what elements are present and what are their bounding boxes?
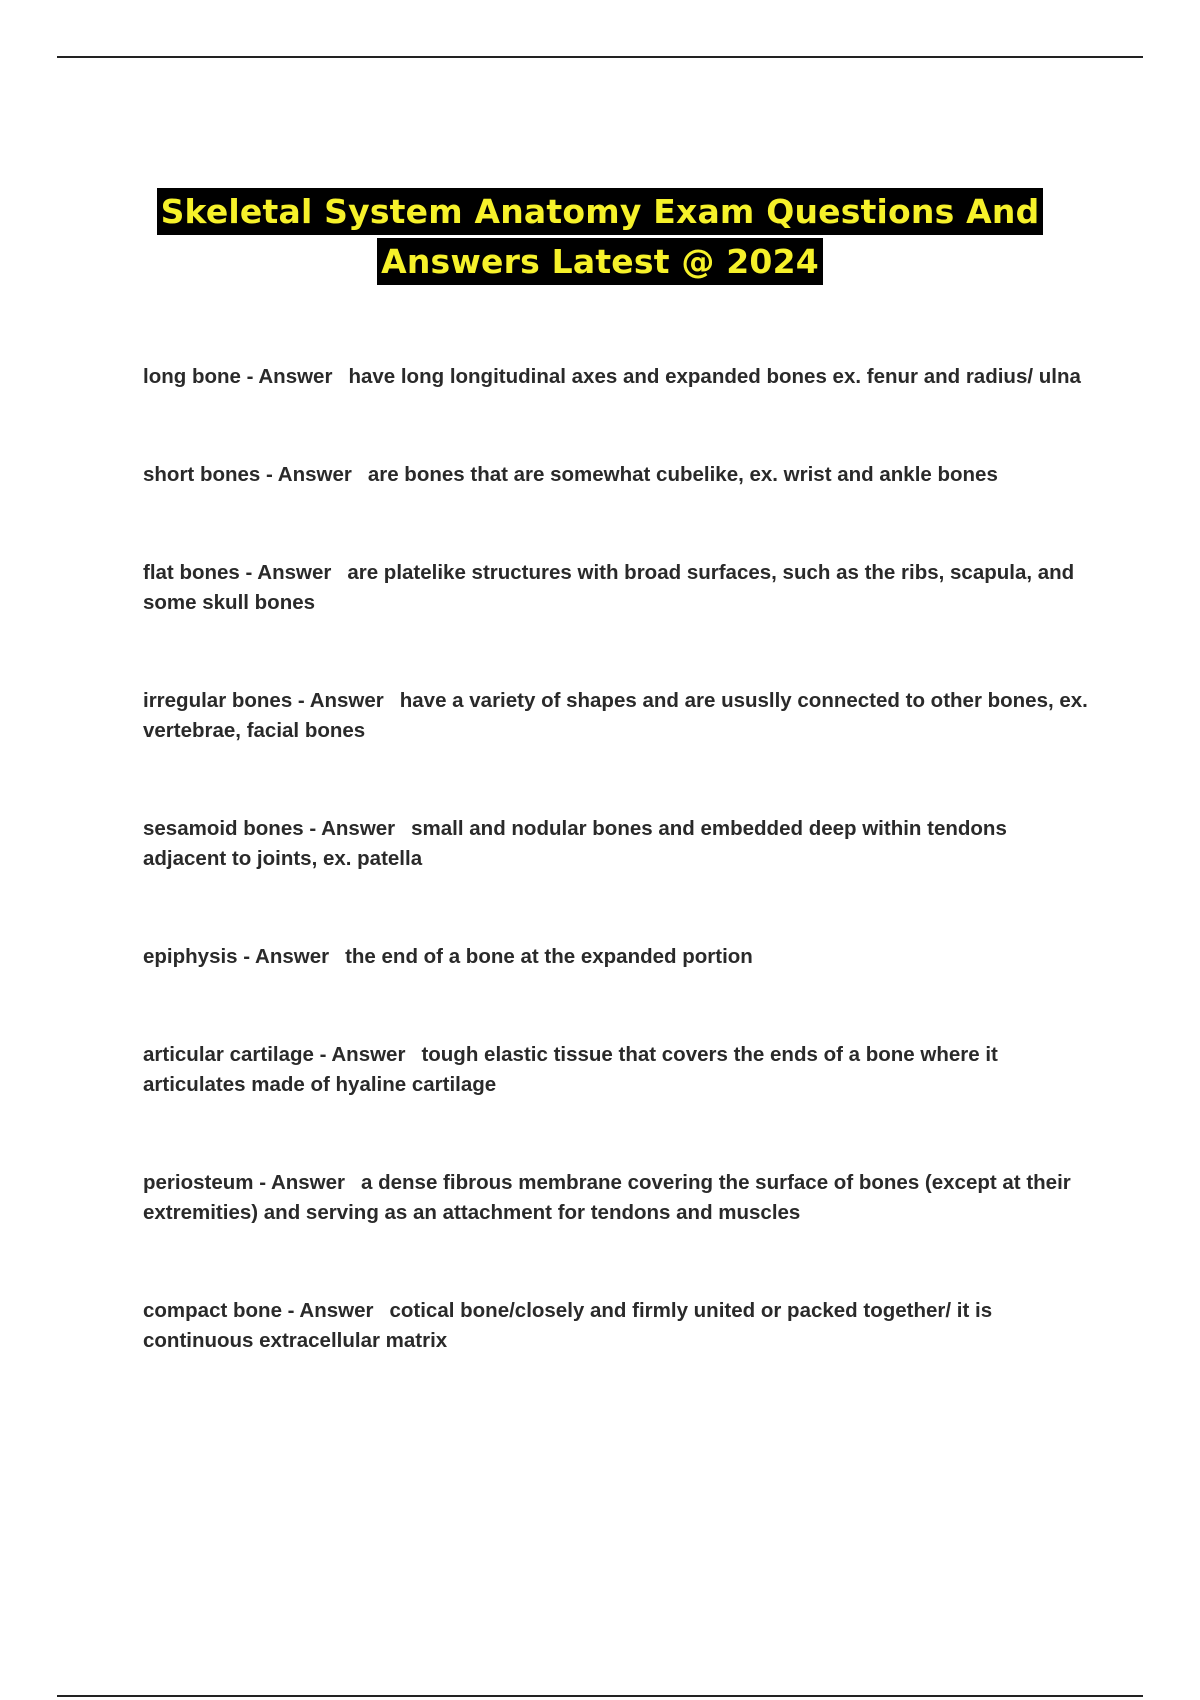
qa-item-sesamoid-bones xyxy=(143,814,1093,874)
qa-answer: have long longitudinal axes and expanded bones ex. fenur and radius/ ulna xyxy=(348,365,1081,388)
qa-answer: a dense fibrous membrane covering the surface of bones (except at their extremities) and serving as an attachment for tendons and muscles xyxy=(143,1171,1071,1224)
qa-answer: are bones that are somewhat cubelike, ex. wrist and ankle bones xyxy=(367,463,998,486)
qa-term: flat bones - Answer xyxy=(143,561,332,584)
qa-item-long-bone xyxy=(143,362,1093,392)
qa-list xyxy=(143,362,1093,1356)
qa-term: long bone - Answer xyxy=(143,365,333,388)
top-rule xyxy=(57,56,1143,58)
qa-term: short bones - Answer xyxy=(143,463,352,486)
qa-item-short-bones xyxy=(143,460,1093,490)
qa-item-flat-bones xyxy=(143,558,1093,618)
qa-term: epiphysis - Answer xyxy=(143,945,330,968)
qa-answer: have a variety of shapes and are ususlly connected to other bones, ex. vertebrae, facial bones xyxy=(143,689,1088,742)
qa-term: compact bone - Answer xyxy=(143,1299,374,1322)
qa-item-periosteum xyxy=(143,1168,1093,1228)
qa-item-irregular-bones xyxy=(143,686,1093,746)
bottom-rule xyxy=(57,1695,1143,1697)
qa-answer: small and nodular bones and embedded deep within tendons adjacent to joints, ex. patella xyxy=(143,817,1007,870)
qa-answer: are platelike structures with broad surfaces, such as the ribs, scapula, and some skull bones xyxy=(143,561,1075,614)
qa-item-epiphysis xyxy=(143,942,1093,972)
document-title xyxy=(0,188,1200,285)
qa-term: irregular bones - Answer xyxy=(143,689,384,712)
qa-item-articular-cartilage xyxy=(143,1040,1093,1100)
title-line-1: Skeletal System Anatomy Exam Questions And xyxy=(157,188,1044,235)
qa-answer: cotical bone/closely and firmly united or packed together/ it is continuous extracellular matrix xyxy=(143,1299,993,1352)
qa-term: sesamoid bones - Answer xyxy=(143,817,396,840)
qa-answer: the end of a bone at the expanded portion xyxy=(345,945,753,968)
qa-term: periosteum - Answer xyxy=(143,1171,346,1194)
qa-term: articular cartilage - Answer xyxy=(143,1043,406,1066)
qa-item-compact-bone xyxy=(143,1296,1093,1356)
title-line-2: Answers Latest @ 2024 xyxy=(377,238,823,285)
qa-answer: tough elastic tissue that covers the ends of a bone where it articulates made of hyaline cartilage xyxy=(143,1043,998,1096)
